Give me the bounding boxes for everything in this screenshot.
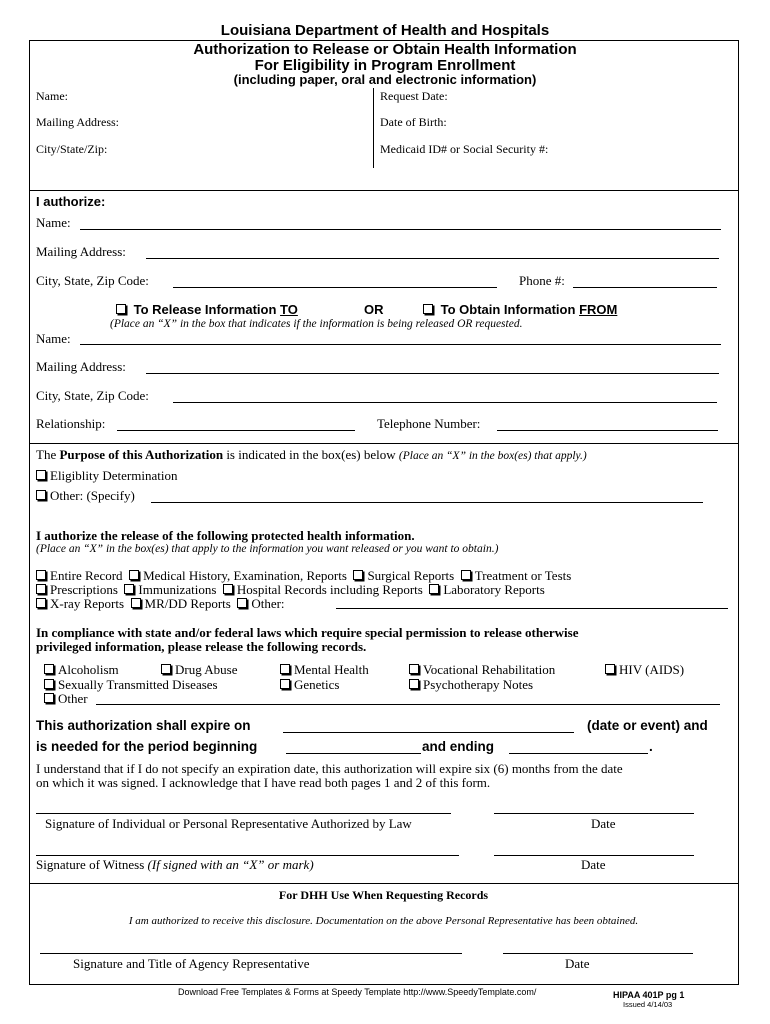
special-checkbox[interactable] (44, 679, 54, 689)
purpose-checkbox-eligibility[interactable] (36, 470, 46, 480)
authorize-mailing-label: Mailing Address: (36, 244, 126, 259)
authorize-phone-field[interactable] (573, 287, 717, 288)
download-footer: Download Free Templates & Forms at Speedy Template http://www.SpeedyTemplate.com/ (178, 987, 537, 997)
special-checkbox[interactable] (280, 679, 290, 689)
record-checkbox[interactable] (429, 584, 439, 594)
authorize-mailing-field[interactable] (146, 258, 719, 259)
frame-left (29, 40, 30, 985)
individual-signature-field[interactable] (36, 813, 451, 814)
records-heading: I authorize the release of the following protected health information. (36, 528, 415, 543)
record-label: Medical History, Examination, Reports (143, 568, 347, 583)
special-option-alcoholism[interactable] (44, 662, 119, 678)
agency-date-label: Date (565, 956, 590, 971)
form-subtitle: For Eligibility in Program Enrollment (254, 57, 516, 74)
record-label: MR/DD Reports (144, 596, 231, 611)
record-label: Prescriptions (50, 582, 118, 597)
authorize-heading: I authorize: (36, 194, 106, 209)
witness-signature-label (36, 857, 314, 873)
expiry-line1-suffix: (date or event) and (587, 718, 708, 733)
purpose-option-other[interactable] (36, 488, 135, 504)
purpose-bold: Purpose of this Authorization (59, 447, 224, 462)
obtain-from-word: FROM (579, 302, 618, 317)
purpose-suffix: is indicated in the box(es) below (226, 447, 396, 462)
record-checkbox[interactable] (237, 598, 247, 608)
purpose-option-label: Other: (Specify) (50, 488, 135, 503)
record-label: Laboratory Reports (443, 582, 545, 597)
record-label: X-ray Reports (50, 596, 125, 611)
agency-signature-label: Signature and Title of Agency Representative (73, 956, 310, 971)
special-option-mental-health[interactable] (280, 662, 369, 678)
other-party-mailing-field[interactable] (146, 373, 719, 374)
special-option-psychotherapy[interactable] (409, 677, 533, 693)
other-party-city-label: City, State, Zip Code: (36, 388, 149, 403)
record-option-mrdd[interactable] (131, 596, 231, 612)
record-label: Other: (251, 596, 285, 611)
witness-date-label: Date (581, 857, 606, 872)
purpose-note: (Place an “X” in the box(es) that apply.) (398, 450, 587, 462)
or-label: OR (364, 302, 384, 317)
agency-title: Louisiana Department of Health and Hospitals (220, 22, 550, 39)
other-party-city-field[interactable] (173, 402, 717, 403)
purpose-other-field[interactable] (151, 502, 703, 503)
expiry-statement-line1: I understand that if I do not specify an expiration date, this authorization will expire six (6) months from the date (36, 761, 623, 776)
dhh-statement: I am authorized to receive this disclosure. Documentation on the above Personal Representative has been obtained. (128, 915, 639, 927)
special-option-genetics[interactable] (280, 677, 339, 693)
obtain-from-checkbox[interactable] (423, 304, 433, 314)
special-label: Mental Health (294, 662, 369, 677)
special-checkbox[interactable] (44, 693, 54, 703)
expiry-and-ending-label: and ending (422, 739, 494, 754)
special-option-drug-abuse[interactable] (161, 662, 237, 678)
special-label: Other (58, 691, 88, 706)
record-checkbox[interactable] (36, 570, 46, 580)
witness-date-field[interactable] (494, 855, 694, 856)
individual-date-field[interactable] (494, 813, 694, 814)
special-heading-line2: privileged information, please release the following records. (36, 639, 367, 654)
relationship-field[interactable] (117, 430, 355, 431)
obtain-from-option[interactable] (423, 302, 617, 317)
release-to-checkbox[interactable] (116, 304, 126, 314)
special-checkbox[interactable] (409, 679, 419, 689)
release-to-label: To Release Information (133, 302, 277, 317)
applicant-city-label: City/State/Zip: (36, 142, 108, 156)
dhh-heading: For DHH Use When Requesting Records (278, 888, 489, 902)
release-to-word: TO (280, 302, 298, 317)
record-checkbox[interactable] (124, 584, 134, 594)
frame-bottom (29, 984, 739, 985)
purpose-checkbox-other[interactable] (36, 490, 46, 500)
individual-date-label: Date (591, 816, 616, 831)
telephone-field[interactable] (497, 430, 718, 431)
medicaid-label: Medicaid ID# or Social Security #: (380, 142, 549, 156)
special-heading-line1: In compliance with state and/or federal laws which require special permission to release otherwise (36, 625, 579, 640)
form-scope-note: (including paper, oral and electronic information) (233, 72, 537, 87)
record-checkbox[interactable] (36, 598, 46, 608)
records-row-3 (36, 596, 285, 612)
other-party-name-field[interactable] (80, 344, 721, 345)
record-checkbox[interactable] (461, 570, 471, 580)
witness-note: (If signed with an “X” or mark) (147, 857, 314, 872)
expiry-period: . (649, 739, 653, 754)
special-label: Alcoholism (58, 662, 119, 677)
purpose-option-eligibility[interactable] (36, 468, 177, 484)
expiry-date-field[interactable] (283, 732, 574, 733)
special-checkbox[interactable] (161, 664, 171, 674)
agency-date-field[interactable] (503, 953, 693, 954)
other-party-name-label: Name: (36, 331, 71, 346)
record-checkbox[interactable] (223, 584, 233, 594)
dob-label: Date of Birth: (380, 115, 447, 129)
record-label: Immunizations (138, 582, 217, 597)
issued-date: Issued 4/14/03 (623, 1000, 673, 1009)
request-date-label: Request Date: (380, 89, 448, 103)
other-party-mailing-label: Mailing Address: (36, 359, 126, 374)
expiry-line1-label: This authorization shall expire on (36, 718, 251, 733)
expiry-line2-label: is needed for the period beginning (36, 739, 258, 754)
purpose-prefix: The (36, 447, 57, 462)
period-end-field[interactable] (509, 753, 648, 754)
special-option-hiv[interactable] (605, 662, 684, 678)
individual-signature-label: Signature of Individual or Personal Representative Authorized by Law (45, 816, 412, 831)
applicant-column-divider (373, 88, 374, 168)
special-checkbox[interactable] (605, 664, 615, 674)
relationship-label: Relationship: (36, 416, 106, 431)
record-option-other[interactable] (237, 596, 284, 612)
witness-signature-field[interactable] (36, 855, 459, 856)
special-checkbox[interactable] (280, 664, 290, 674)
special-option-other[interactable] (44, 691, 88, 707)
witness-label: Signature of Witness (36, 857, 145, 872)
authorize-name-field[interactable] (80, 229, 721, 230)
frame-right (738, 40, 739, 985)
purpose-statement (36, 447, 587, 463)
record-option-xray[interactable] (36, 596, 124, 612)
expiry-statement-line2: on which it was signed. I acknowledge that I have read both pages 1 and 2 of this form. (36, 775, 491, 790)
divider-dhh (29, 883, 739, 884)
special-label: Vocational Rehabilitation (423, 662, 556, 677)
divider-authorize (29, 443, 739, 444)
record-option-laboratory[interactable] (429, 582, 544, 598)
special-option-vocational[interactable] (409, 662, 555, 678)
special-label: Genetics (294, 677, 340, 692)
authorize-city-field[interactable] (173, 287, 497, 288)
release-to-option[interactable] (116, 302, 298, 317)
record-label: Surgical Reports (367, 568, 455, 583)
special-label: HIV (AIDS) (619, 662, 685, 677)
record-checkbox[interactable] (353, 570, 363, 580)
special-label: Sexually Transmitted Diseases (58, 677, 218, 692)
records-other-field[interactable] (336, 608, 728, 609)
record-label: Entire Record (50, 568, 123, 583)
applicant-name-label: Name: (36, 89, 68, 103)
record-checkbox[interactable] (36, 584, 46, 594)
direction-note: (Place an “X” in the box that indicates if the information is being released OR requested. (110, 318, 523, 330)
special-label: Drug Abuse (175, 662, 238, 677)
purpose-option-label: Eligiblity Determination (50, 468, 178, 483)
record-checkbox[interactable] (131, 598, 141, 608)
form-id: HIPAA 401P pg 1 (613, 990, 685, 1000)
obtain-from-label: To Obtain Information (440, 302, 576, 317)
divider-applicant (29, 190, 739, 191)
record-label: Treatment or Tests (474, 568, 572, 583)
record-checkbox[interactable] (129, 570, 139, 580)
records-note: (Place an “X” in the box(es) that apply to the information you want released or you want to obtain.) (36, 543, 499, 555)
form-title: Authorization to Release or Obtain Health Information (193, 41, 577, 58)
authorize-phone-label: Phone #: (519, 273, 565, 288)
period-begin-field[interactable] (286, 753, 421, 754)
special-checkbox[interactable] (409, 664, 419, 674)
applicant-mailing-label: Mailing Address: (36, 115, 119, 129)
telephone-label: Telephone Number: (377, 416, 481, 431)
special-other-field[interactable] (96, 704, 720, 705)
record-label: Hospital Records including Reports (236, 582, 423, 597)
agency-signature-field[interactable] (40, 953, 462, 954)
special-label: Psychotherapy Notes (423, 677, 534, 692)
frame-top (29, 40, 739, 41)
authorize-city-label: City, State, Zip Code: (36, 273, 149, 288)
authorize-name-label: Name: (36, 215, 71, 230)
special-checkbox[interactable] (44, 664, 54, 674)
